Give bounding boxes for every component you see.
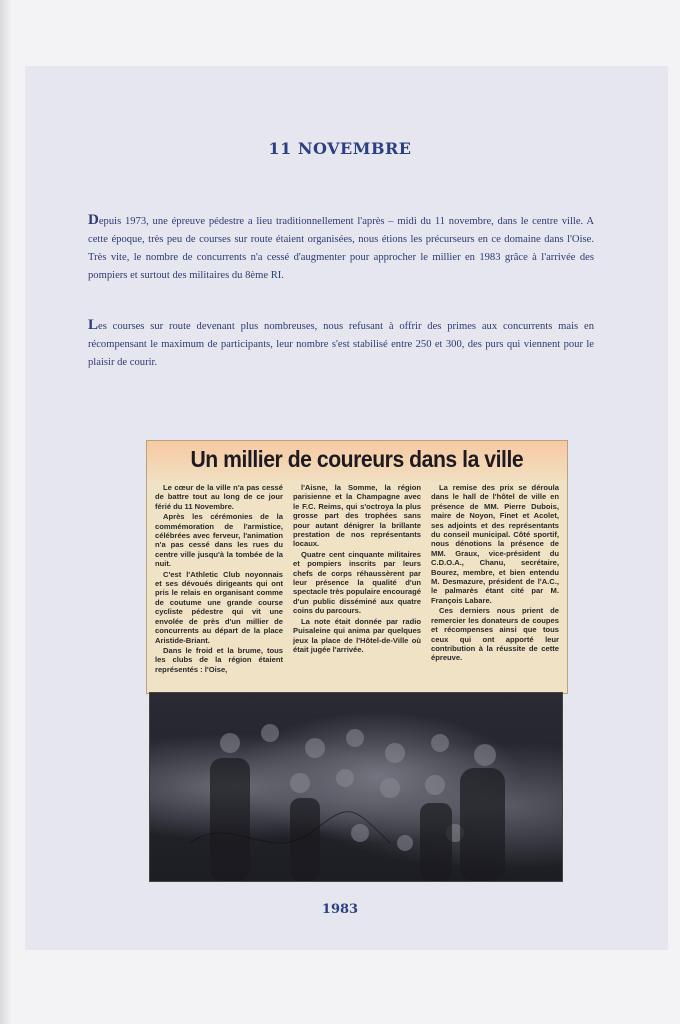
clipping-column-1 xyxy=(155,483,283,689)
clipping-paragraph: l'Aisne, la Somme, la région parisienne et la Champagne avec le F.C. Reims, qui s'octroya la plus grosse part des trophées sans pour autant dénigrer la brillante prestation de nos représentants locaux. xyxy=(293,483,421,549)
paragraph-1-text: epuis 1973, une épreuve pédestre a lieu traditionnellement l'après – midi du 11 novembre, dans le centre ville. A cette époque, très peu de courses sur route étaient organisées, nous étions les précurseurs en ce domaine dans l'Oise. Très vite, le nombre de concurrents n'a cessé d'augmenter pour approcher le millier en 1983 grâce à l'arrivée des pompiers et surtout des militaires du 8ème RI. xyxy=(88,216,594,281)
newspaper-clipping xyxy=(146,440,568,694)
clipping-column-2 xyxy=(293,483,421,689)
clipping-paragraph: La remise des prix se déroula dans le hall de l'hôtel de ville en présence de MM. Pierre Dubois, maire de Noyon, Finet et Acolet, ses adjoints et des représentants du conseil municipal. Côté sportif, nous dénotions la présence de MM. Graux, vice-président du C.D.O.A., Chanu, secrétaire, Bourez, membre, et bien entendu M. Desmazure, président de l'A.C., le palmarès étant cité par M. François Labare. xyxy=(431,483,559,605)
clipping-columns xyxy=(155,483,559,689)
clipping-paragraph: Quatre cent cinquante militaires et pompiers inscrits par leurs chefs de corps réhaussèrent par leur présence la qualité d'un spectacle très populaire encouragé d'un public disséminé aux quatre coins du parcours. xyxy=(293,549,421,616)
paragraph-1 xyxy=(88,211,594,285)
paragraph-2-text: es courses sur route devenant plus nombreuses, nous refusant à offrir des primes aux concurrents mais en récompensant le maximum de participants, leur nombre s'est stabilisé entre 250 et 300, des purs qui viennent pour le plaisir de courir. xyxy=(88,321,594,368)
drop-cap-1: D xyxy=(88,212,99,228)
clipping-paragraph: Dans le froid et la brume, tous les clubs de la région étaient représentés : l'Oise, xyxy=(155,645,283,674)
clipping-paragraph: Après les cérémonies de la commémoration de l'armistice, célébrées avec ferveur, l'animation n'a pas cessé dans les rues du centre ville jusqu'à la tombée de la nuit. xyxy=(155,512,283,569)
clipping-headline-band xyxy=(147,441,567,481)
clipping-headline: Un millier de coureurs dans la ville xyxy=(190,446,524,472)
clipping-paragraph: La note était donnée par radio Puisaleine qui anima par quelques jeux la place de l'Hôtel-de-Ville où était jugée l'arrivée. xyxy=(293,616,421,654)
paragraph-2 xyxy=(88,316,594,372)
page-title: 11 NOVEMBRE xyxy=(268,139,412,158)
crowd-photo xyxy=(149,692,563,882)
clipping-paragraph: Le cœur de la ville n'a pas cessé de battre tout au long de ce jour férié du 11 Novembre. xyxy=(155,483,283,511)
page-year: 1983 xyxy=(321,902,359,917)
clipping-column-3 xyxy=(431,483,559,689)
drop-cap-2: L xyxy=(88,317,99,333)
clipping-paragraph: C'est l'Athletic Club noyonnais et ses dévoués dirigeants qui ont pris le relais en organisant comme de coutume une grande course cycliste pédestre qui vit une envolée de près d'un millier de concurrents au départ de la place Aristide-Briant. xyxy=(155,569,283,645)
crowd-photo-silhouettes xyxy=(150,693,562,881)
clipping-paragraph: Ces derniers nous prient de remercier les donateurs de coupes et récompenses ainsi que tous ceux qui ont apporté leur contribution à la réussite de cette épreuve. xyxy=(431,606,559,663)
